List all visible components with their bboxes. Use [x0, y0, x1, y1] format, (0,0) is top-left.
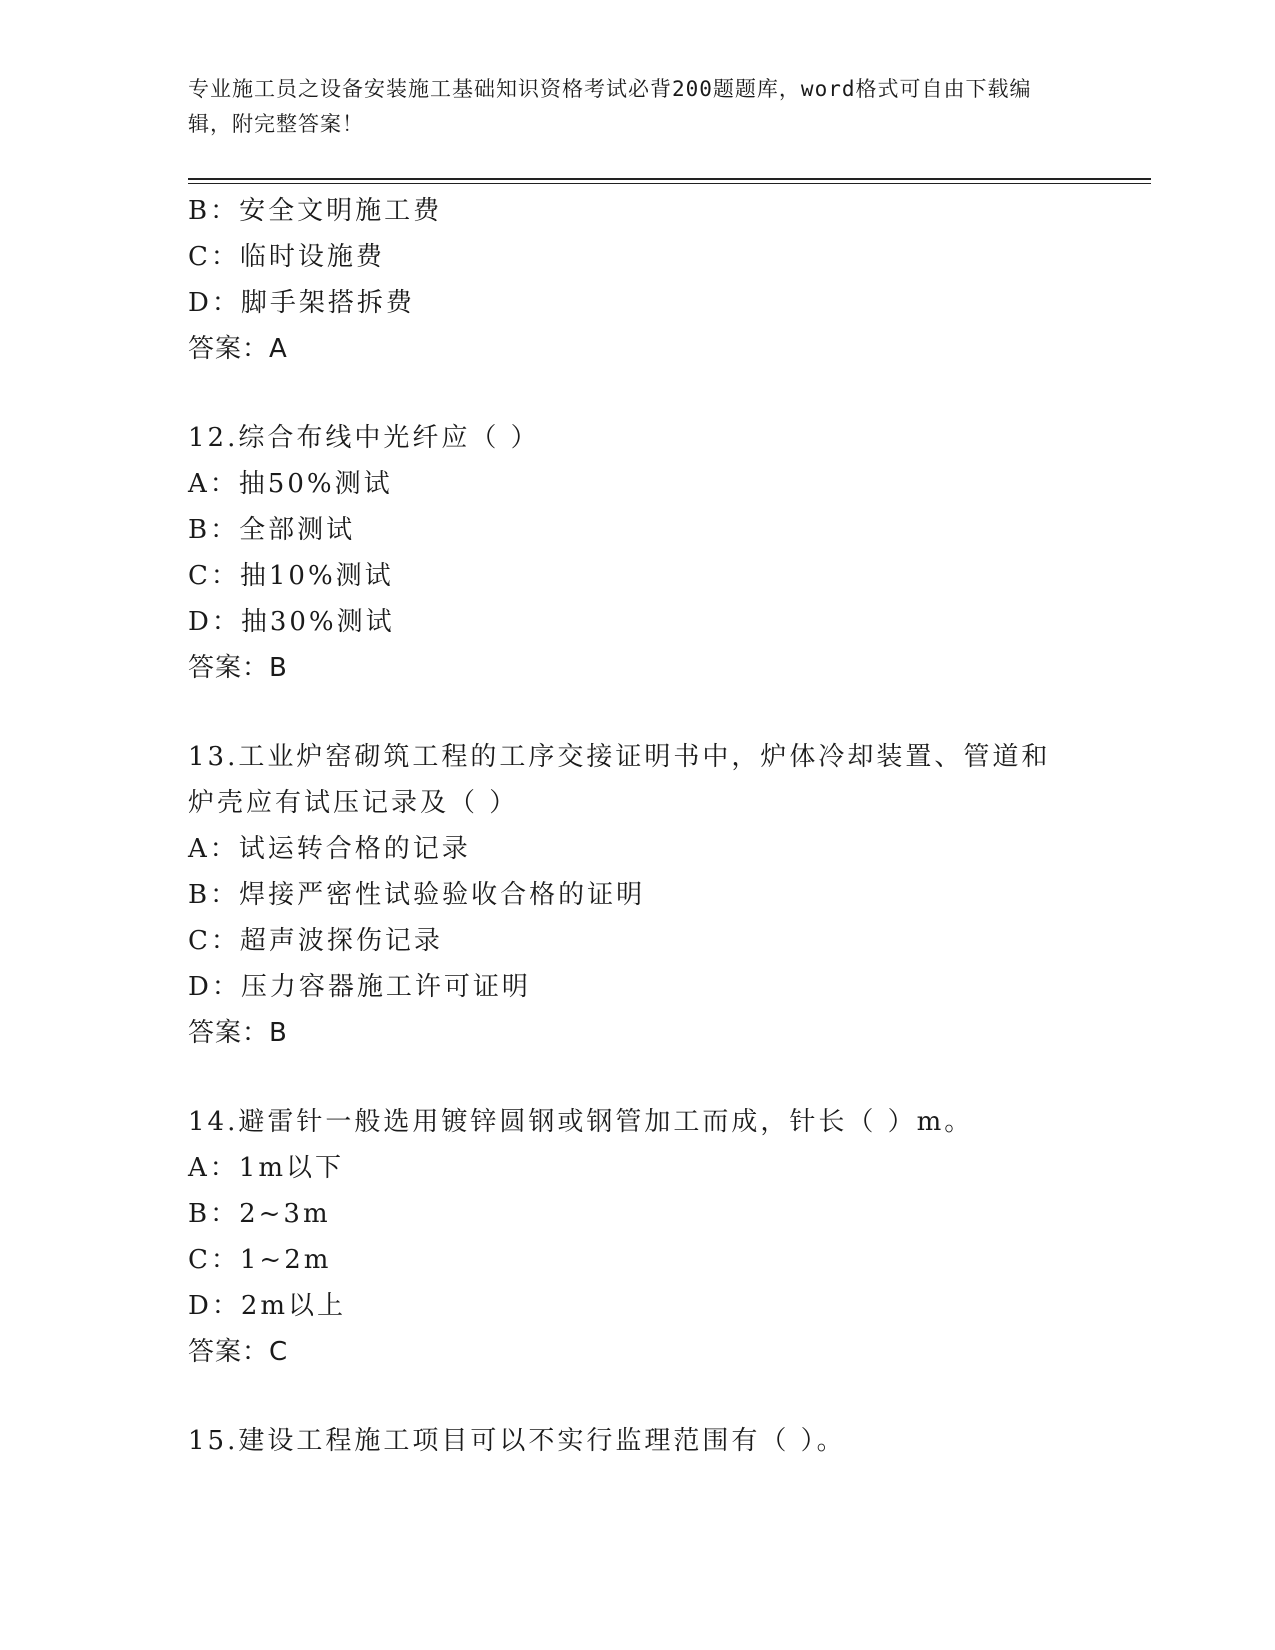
option-c: C：1~2m — [188, 1245, 332, 1275]
option-b: B：安全文明施工费 — [188, 196, 443, 226]
option-d: D：脚手架搭拆费 — [188, 288, 415, 318]
option-a: A：抽50%测试 — [188, 469, 393, 499]
option-b: B：全部测试 — [188, 515, 356, 545]
option-c: C：抽10%测试 — [188, 561, 394, 591]
option-d: D：2m以上 — [188, 1291, 347, 1321]
option-c: C：超声波探伤记录 — [188, 926, 443, 956]
question-text: 13.工业炉窑砌筑工程的工序交接证明书中，炉体冷却装置、管道和炉壳应有试压记录及（ ） — [188, 742, 1051, 818]
option-b: B：焊接严密性试验验收合格的证明 — [188, 880, 646, 910]
answer-line: 答案：B — [188, 653, 288, 683]
question-text: 14.避雷针一般选用镀锌圆钢或钢管加工而成，针长（ ）m。 — [188, 1107, 974, 1137]
question-text: 12.综合布线中光纤应（ ） — [188, 423, 540, 453]
answer-line: 答案：B — [188, 1018, 288, 1048]
header-divider-thin — [188, 183, 1151, 184]
document-body — [188, 188, 1088, 1464]
header-divider — [188, 178, 1151, 180]
option-c: C：临时设施费 — [188, 242, 385, 272]
option-a: A：1m以下 — [188, 1153, 344, 1183]
option-b: B：2~3m — [188, 1199, 331, 1229]
answer-line: 答案：C — [188, 1337, 289, 1367]
document-header: 专业施工员之设备安装施工基础知识资格考试必背200题题库，word格式可自由下载编辑，附完整答案！ — [188, 77, 1032, 136]
option-a: A：试运转合格的记录 — [188, 834, 471, 864]
option-d: D：压力容器施工许可证明 — [188, 972, 531, 1002]
option-d: D：抽30%测试 — [188, 607, 395, 637]
question-text: 15.建设工程施工项目可以不实行监理范围有（ ）。 — [188, 1426, 846, 1456]
answer-line: 答案：A — [188, 334, 288, 364]
